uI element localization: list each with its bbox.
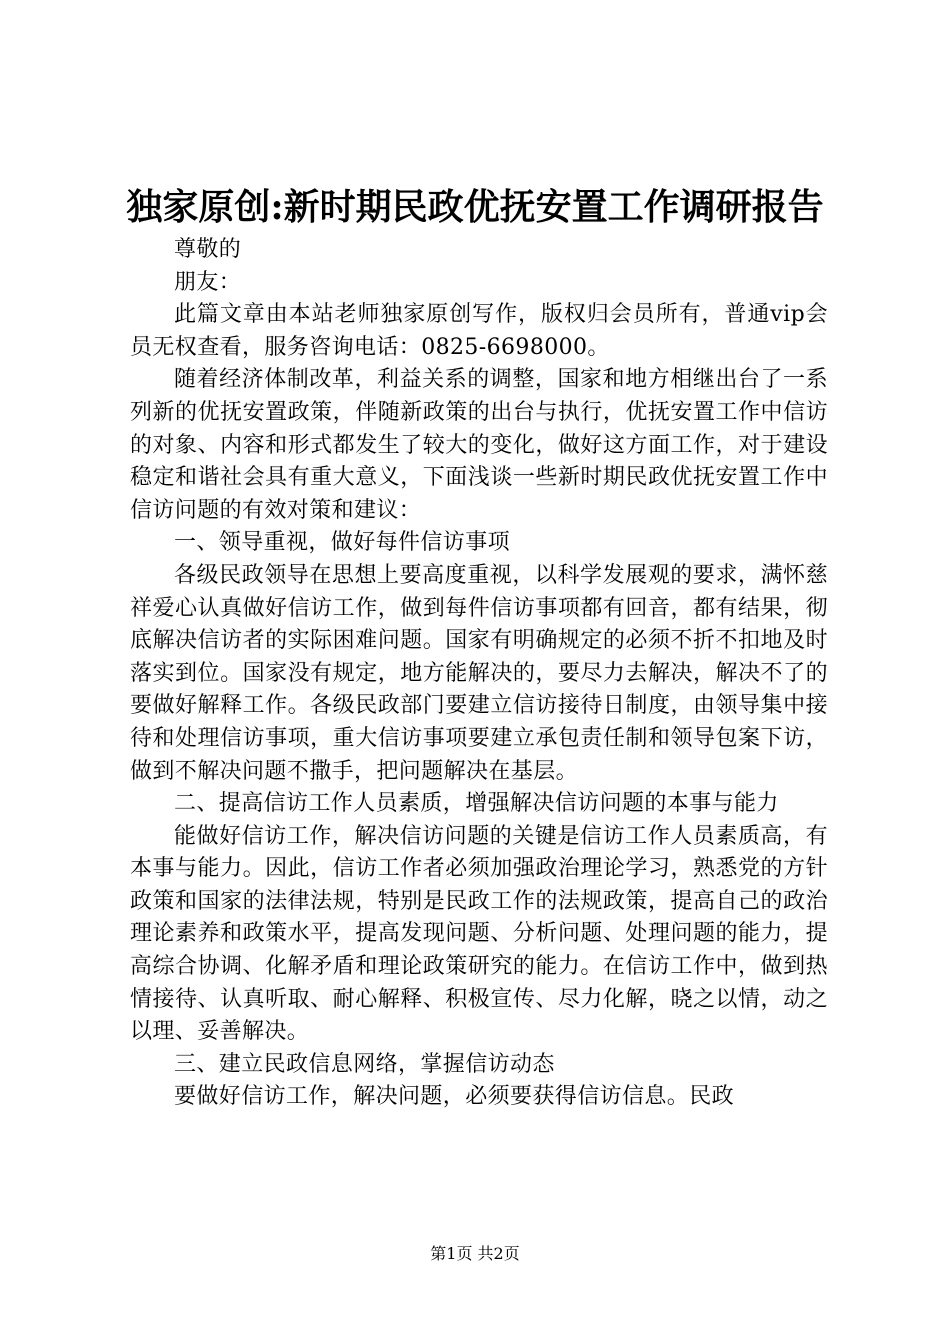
section-heading-3: 三、建立民政信息网络，掌握信访动态 — [174, 1051, 555, 1077]
section-1-paragraph: 各级民政领导在思想上要高度重视，以科学发展观的要求，满怀慈祥爱心认真做好信访工作，做到每件信访事项都有回音，都有结果，彻底解决信访者的实际困难问题。国家有明确规定的必须不折不扣地及时落实到位。国家没有规定，地方能解决的，要尽力去解决，解决不了的要做好解释工作。各级民政部门要建立信访接待日制度，由领导集中接待和处理信访事项，重大信访事项要建立承包责任制和领导包案下访，做到不解决问题不撒手，把问题解决在基层。 — [130, 562, 828, 784]
copyright-notice-paragraph: 此篇文章由本站老师独家原创写作，版权归会员所有，普通vip会员无权查看，服务咨询电话：0825-6698000。 — [130, 302, 828, 360]
section-heading-2: 二、提高信访工作人员素质，增强解决信访问题的本事与能力 — [174, 791, 779, 817]
page-number-footer: 第1页 共2页 — [430, 1244, 520, 1263]
salutation-line-2: 朋友： — [174, 269, 242, 295]
document-title: 独家原创:新时期民政优抚安置工作调研报告 — [126, 186, 824, 228]
section-2-paragraph: 能做好信访工作，解决信访问题的关键是信访工作人员素质高，有本事与能力。因此，信访工作者必须加强政治理论学习，熟悉党的方针政策和国家的法律法规，特别是民政工作的法规政策，提高自己的政治理论素养和政策水平，提高发现问题、分析问题、处理问题的能力，提高综合协调、化解矛盾和理论政策研究的能力。在信访工作中，做到热情接待、认真听取、耐心解释、积极宣传、尽力化解，晓之以情，动之以理、妥善解决。 — [130, 823, 828, 1045]
section-3-paragraph: 要做好信访工作，解决问题，必须要获得信访信息。民政 — [174, 1084, 735, 1110]
intro-paragraph: 随着经济体制改革，利益关系的调整，国家和地方相继出台了一系列新的优抚安置政策，伴随新政策的出台与执行，优抚安置工作中信访的对象、内容和形式都发生了较大的变化，做好这方面工作，对于建设稳定和谐社会具有重大意义，下面浅谈一些新时期民政优抚安置工作中信访问题的有效对策和建议： — [130, 367, 828, 523]
section-heading-1: 一、领导重视，做好每件信访事项 — [174, 530, 511, 556]
salutation-line-1: 尊敬的 — [174, 237, 242, 262]
document-body — [130, 234, 828, 1114]
